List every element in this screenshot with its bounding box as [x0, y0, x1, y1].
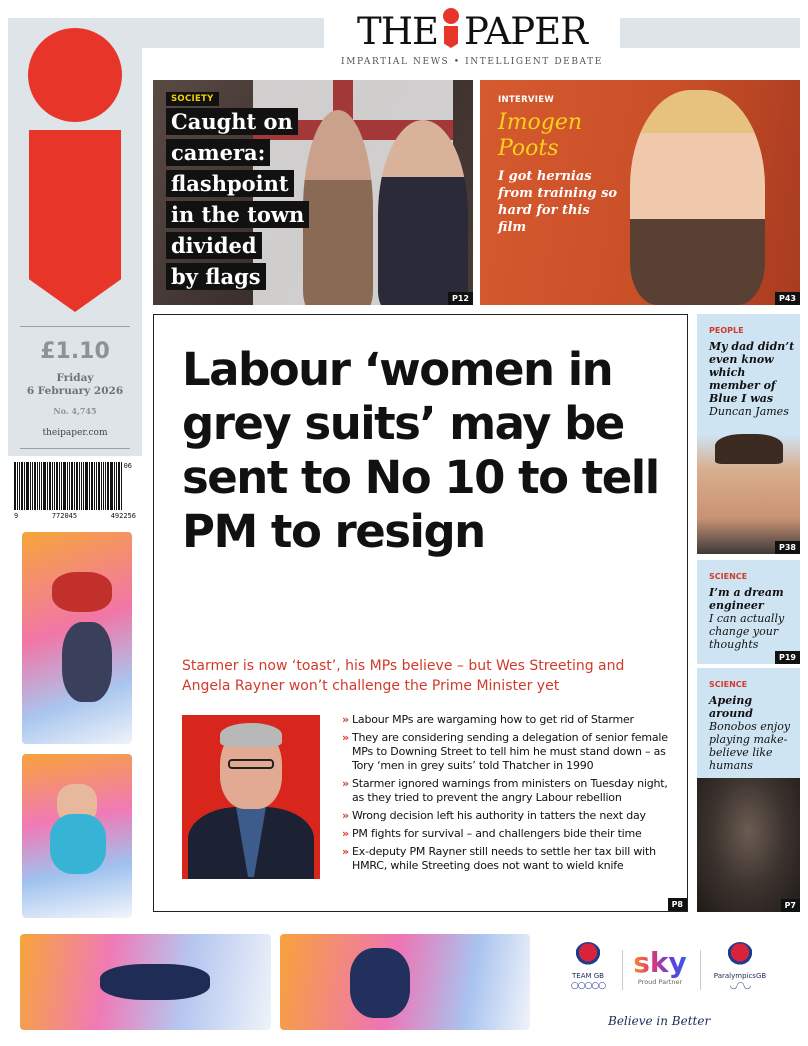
- bullet-item: » Starmer ignored warnings from ministers on Tuesday night, as they tried to prevent the angry Labour rebellion: [342, 777, 672, 805]
- masthead-title-pre: THE: [357, 10, 438, 53]
- i-logo-icon: [440, 10, 462, 48]
- lion-icon: [575, 942, 601, 968]
- section-label: SCIENCE: [709, 680, 748, 689]
- paralympics-label: ParalympicsGB: [713, 972, 767, 980]
- barcode-bar: [71, 462, 73, 510]
- masthead: [324, 10, 620, 67]
- barcode-mid: 772045: [51, 512, 78, 520]
- teaser-text: [709, 694, 795, 772]
- athlete-figure: [350, 948, 410, 1018]
- divider: [622, 950, 623, 990]
- website-link[interactable]: theipaper.com: [42, 428, 108, 438]
- teaser-text: [709, 340, 795, 418]
- headline-line: flashpoint: [166, 170, 294, 197]
- para-ski-photo: [22, 754, 132, 918]
- interviewee-name: Imogen Poots: [498, 110, 583, 161]
- barcode-bar: [59, 462, 60, 510]
- headline-line: Caught on: [166, 108, 298, 135]
- barcode-bar: [91, 462, 93, 510]
- barcode-bar: [118, 462, 120, 510]
- glasses-shape: [228, 759, 274, 769]
- page-ref: P7: [781, 899, 800, 912]
- barcode-bar: [81, 462, 82, 510]
- portrait-photo: [630, 90, 765, 305]
- barcode-bar: [52, 462, 53, 510]
- sidebar-people[interactable]: [697, 314, 800, 554]
- barcode-bar: [103, 462, 104, 510]
- sidebar-science-1[interactable]: [697, 560, 800, 664]
- lion-icon: [727, 942, 753, 968]
- hair-shape: [220, 723, 282, 747]
- barcode-left: 9: [14, 512, 19, 520]
- barcode-bar: [85, 462, 88, 510]
- athlete-figure: [100, 964, 210, 1000]
- barcode-bar: [96, 462, 97, 510]
- barcode-numbers: [14, 512, 136, 520]
- olympic-rings-icon: ○○○○○: [570, 981, 606, 991]
- headline-line: camera:: [166, 139, 270, 166]
- teaser-headline: I’m a dream engineer: [709, 586, 784, 612]
- issue-day: Friday: [56, 372, 94, 384]
- barcode-bar: [89, 462, 90, 510]
- bullet-item: » They are considering sending a delegation of senior female MPs to Downing Street to tell him he must stand down – as Tory ‘men in grey suits’ told Thatcher in 1990: [342, 731, 672, 773]
- teaser-subject: I can actually change your thoughts: [709, 612, 785, 651]
- barcode-bar: [69, 462, 70, 510]
- barcode-issue: 06: [123, 462, 132, 470]
- sky-wordmark: sky: [630, 948, 690, 978]
- page-ref: P19: [775, 651, 800, 664]
- barcode-right: 492256: [110, 512, 136, 520]
- barcode-bar: [49, 462, 51, 510]
- bullet-item: » Wrong decision left his authority in tatters the next day: [342, 809, 672, 823]
- paralympics-logo: [708, 940, 772, 991]
- sidebar-science-2[interactable]: [697, 668, 800, 912]
- bullet-item: » Ex-deputy PM Rayner still needs to settle her tax bill with HMRC, while Streeting does not want to wield knife: [342, 845, 672, 873]
- athlete-figure: [62, 622, 112, 702]
- barcode-bar: [76, 462, 78, 510]
- masthead-bar-right: [620, 18, 800, 48]
- page-ref: P43: [775, 292, 800, 305]
- barcode-bar: [39, 462, 40, 510]
- divider: [700, 950, 701, 990]
- section-label: INTERVIEW: [498, 95, 555, 105]
- section-label: PEOPLE: [709, 326, 744, 335]
- barcode-bar: [101, 462, 102, 510]
- story-photo: [182, 715, 320, 879]
- headline-line: by flags: [166, 263, 266, 290]
- feature-society[interactable]: [153, 80, 473, 305]
- page-ref: P8: [668, 898, 687, 911]
- left-column: [8, 18, 142, 456]
- barcode-bar: [47, 462, 48, 510]
- barcode-bar: [67, 462, 68, 510]
- barcode-bar: [116, 462, 117, 510]
- teaser-headline: My dad didn’t even know which member of Blue I was: [709, 340, 795, 405]
- barcode-bar: [21, 462, 23, 510]
- feature-quote: I got hernias from training so hard for this film: [498, 169, 618, 235]
- agitos-icon: ◡◠◡: [729, 981, 751, 991]
- barcode-bar: [56, 462, 58, 510]
- standfirst: Starmer is now ‘toast’, his MPs believe – but Wes Streeting and Angela Rayner won’t challenge the Prime Minister yet: [182, 658, 625, 694]
- barcode-bar: [83, 462, 84, 510]
- i-logo-stem: [29, 130, 121, 312]
- barcode-bar: [79, 462, 80, 510]
- main-story[interactable]: [153, 314, 688, 912]
- bullet-list: [342, 713, 672, 877]
- masthead-title: [324, 10, 620, 53]
- sky-logo: [630, 940, 690, 986]
- page-ref: P12: [448, 292, 473, 305]
- bullet-item: » PM fights for survival – and challengers bide their time: [342, 827, 672, 841]
- barcode-bar: [114, 462, 115, 510]
- cover-price: £1.10: [40, 339, 110, 364]
- barcode-bar: [105, 462, 106, 510]
- barcode-bar: [107, 462, 109, 510]
- barcode-bar: [54, 462, 55, 510]
- barcode-bar: [26, 462, 29, 510]
- barcode-bar: [121, 462, 122, 510]
- teaser-subject: Bonobos enjoy playing make-believe like humans: [709, 720, 791, 772]
- main-headline: Labour ‘women in grey suits’ may be sent to No 10 to tell PM to resign: [182, 343, 659, 558]
- athlete-figure: [52, 572, 112, 612]
- i-logo-dot: [28, 28, 122, 122]
- issue-date: 6 February 2026: [26, 385, 124, 397]
- sky-partner-label: Proud Partner: [637, 978, 683, 986]
- headline-line: in the town: [166, 201, 309, 228]
- barcode-bar: [43, 462, 46, 510]
- barcode-bar: [14, 462, 16, 510]
- portrait-photo: [697, 434, 800, 554]
- barcode: [14, 462, 136, 524]
- barcode-bar: [17, 462, 18, 510]
- teaser-subject: Duncan James: [709, 405, 789, 418]
- barcode-bar: [63, 462, 66, 510]
- sponsor-block: [560, 940, 800, 1040]
- feature-headline: [166, 108, 316, 294]
- barcode-bar: [19, 462, 20, 510]
- bonobo-photo: [697, 778, 800, 912]
- slogan: Believe in Better: [608, 1014, 711, 1028]
- curling-photo: [20, 934, 271, 1030]
- cover-info: [20, 326, 130, 449]
- teaser-text: [709, 586, 795, 651]
- barcode-bar: [74, 462, 75, 510]
- teamgb-logo: [560, 940, 616, 991]
- masthead-title-post: PAPER: [463, 10, 587, 53]
- barcode-bar: [110, 462, 113, 510]
- barcode-bars: [14, 462, 136, 510]
- section-label: SOCIETY: [166, 92, 219, 106]
- barcode-bar: [34, 462, 36, 510]
- hair-shape: [715, 434, 783, 464]
- skiing-photo: [280, 934, 530, 1030]
- athlete-figure: [50, 814, 106, 874]
- snowboard-photo: [22, 532, 132, 744]
- masthead-tagline: IMPARTIAL NEWS • INTELLIGENT DEBATE: [341, 57, 603, 67]
- feature-interview[interactable]: [480, 80, 800, 305]
- barcode-bar: [30, 462, 31, 510]
- issue-number: No. 4,745: [53, 406, 97, 416]
- teaser-headline: Apeing around: [709, 694, 753, 720]
- teamgb-label: TEAM GB: [572, 972, 604, 980]
- barcode-bar: [98, 462, 100, 510]
- barcode-bar: [41, 462, 42, 510]
- barcode-bar: [61, 462, 62, 510]
- barcode-bar: [94, 462, 95, 510]
- bullet-item: » Labour MPs are wargaming how to get rid of Starmer: [342, 713, 672, 727]
- headline-line: divided: [166, 232, 262, 259]
- barcode-bar: [24, 462, 25, 510]
- barcode-bar: [32, 462, 33, 510]
- person-photo: [378, 120, 468, 305]
- section-label: SCIENCE: [709, 572, 748, 581]
- masthead-bar-left: [142, 18, 324, 48]
- barcode-bar: [37, 462, 38, 510]
- page-ref: P38: [775, 541, 800, 554]
